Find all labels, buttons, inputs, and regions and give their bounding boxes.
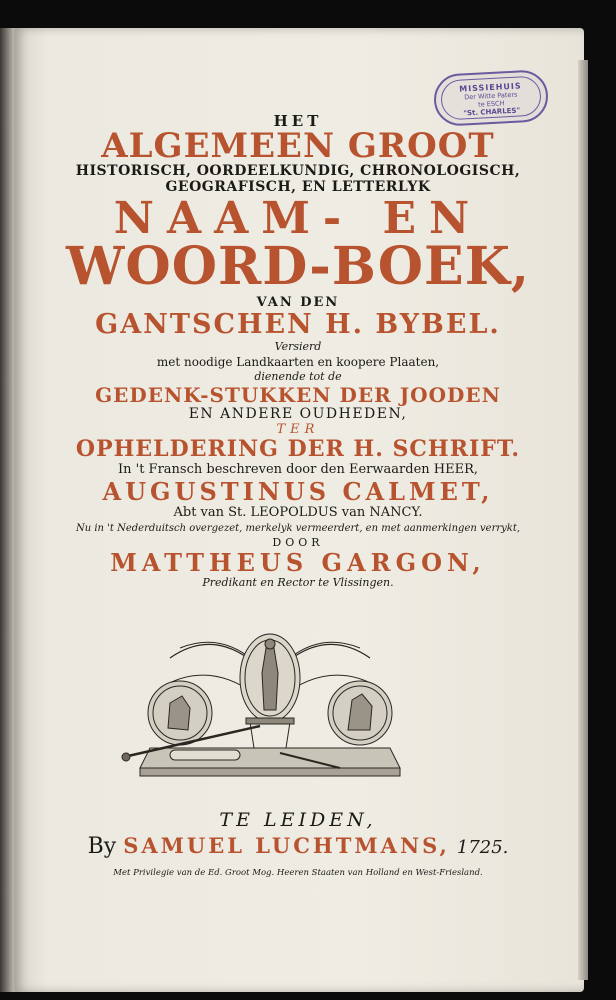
text-abt-van-leopoldus: Abt van St. LEOPOLDUS van NANCY. xyxy=(173,505,423,520)
text-dienende: dienende tot de xyxy=(254,370,342,383)
text-opheldering: OPHELDERING DER H. SCHRIFT. xyxy=(75,436,521,462)
author-augustinus-calmet: AUGUSTINUS CALMET, xyxy=(102,477,494,506)
text-nederduitsch-overgezet: Nu in 't Nederduitsch overgezet, merkelyk vermeerdert, en met aanmerkingen verrykt, xyxy=(75,523,521,534)
title-van-den: VAN DEN xyxy=(256,295,340,310)
imprint-by: By xyxy=(87,834,117,859)
imprint-place: TE LEIDEN, xyxy=(219,809,377,831)
stamp-line-3: te ESCH xyxy=(477,99,505,109)
translator-mattheus-gargon: MATTHEUS GARGON, xyxy=(110,548,486,577)
text-versierd: Versierd xyxy=(274,340,322,353)
stamp-line-4: "St. CHARLES" xyxy=(463,106,521,118)
text-predikant: Predikant en Rector te Vlissingen. xyxy=(202,576,394,589)
text-fransch-beschreven: In 't Fransch beschreven door den Eerwaarden HEER, xyxy=(117,462,478,477)
text-ter: TER xyxy=(276,422,320,437)
title-subtitle-2: GEOGRAFISCH, EN LETTERLYK xyxy=(165,179,431,195)
title-subtitle-1: HISTORISCH, OORDEELKUNDIG, CHRONOLOGISCH, xyxy=(75,163,521,179)
title-gantschen-bybel: GANTSCHEN H. BYBEL. xyxy=(95,309,501,340)
stamp-line-1: MISSIEHUIS xyxy=(459,81,522,94)
engraved-vignette xyxy=(110,618,430,788)
page-fore-edge xyxy=(578,60,588,980)
title-algemeen-groot: ALGEMEEN GROOT xyxy=(101,126,495,166)
imprint-block xyxy=(30,808,566,880)
text-gedenk-stukken: GEDENK-STUKKEN DER JOODEN xyxy=(95,383,501,407)
stamp-line-2: Der Witte Paters xyxy=(464,90,518,102)
imprint-privilege: Met Privilegie van de Ed. Groot Mog. Heeren Staaten van Holland en West-Friesland. xyxy=(113,868,483,878)
imprint-year: 1725. xyxy=(456,837,509,858)
text-andere-oudheden: EN ANDERE OUDHEDEN, xyxy=(188,406,408,422)
title-woord-boek: WOORD-BOEK, xyxy=(66,236,530,297)
imprint-publisher: SAMUEL LUCHTMANS, xyxy=(123,833,450,858)
text-door: DOOR xyxy=(272,536,324,549)
imprint-publisher-line xyxy=(30,832,566,862)
title-het: HET xyxy=(273,112,323,130)
text-landkaarten: met noodige Landkaarten en koopere Plaaten, xyxy=(156,355,440,369)
title-block xyxy=(30,108,566,590)
title-naam-en: NAAM- EN xyxy=(113,193,483,244)
